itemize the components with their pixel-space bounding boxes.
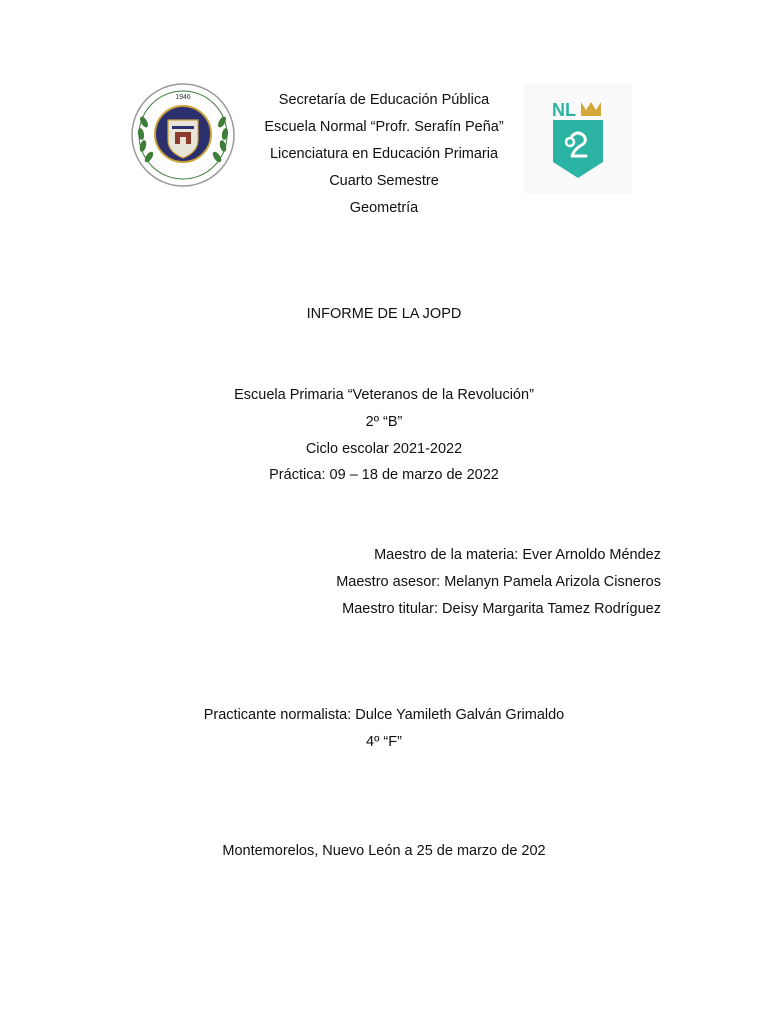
practice-school-year: Ciclo escolar 2021-2022	[305, 441, 463, 457]
seal-year: 1946	[175, 94, 191, 101]
header-semestre: Cuarto Semestre	[329, 173, 439, 189]
header-licenciatura: Licenciatura en Educación Primaria	[269, 146, 499, 162]
teacher-subject: Maestro de la materia: Ever Arnoldo Méndez	[374, 547, 661, 563]
student-group: 4º “F”	[366, 734, 402, 750]
practice-group: 2º “B”	[365, 414, 403, 430]
header-sep: Secretaría de Educación Pública	[278, 92, 490, 108]
place-date: Montemorelos, Nuevo León a 25 de marzo de 202	[222, 843, 546, 859]
practice-school: Escuela Primaria “Veteranos de la Revolución”	[234, 387, 534, 403]
header-materia: Geometría	[349, 200, 419, 216]
teacher-titular: Maestro titular: Deisy Margarita Tamez Rodríguez	[342, 601, 661, 617]
teacher-advisor: Maestro asesor: Melanyn Pamela Arizola Cisneros	[336, 574, 661, 590]
header-escuela-normal: Escuela Normal “Profr. Serafín Peña”	[264, 119, 504, 135]
student-name: Practicante normalista: Dulce Yamileth Galván Grimaldo	[203, 707, 565, 723]
practice-dates: Práctica: 09 – 18 de marzo de 2022	[269, 467, 499, 483]
nl-logo-text: NL	[552, 100, 576, 120]
document-title: INFORME DE LA JOPD	[306, 306, 462, 322]
